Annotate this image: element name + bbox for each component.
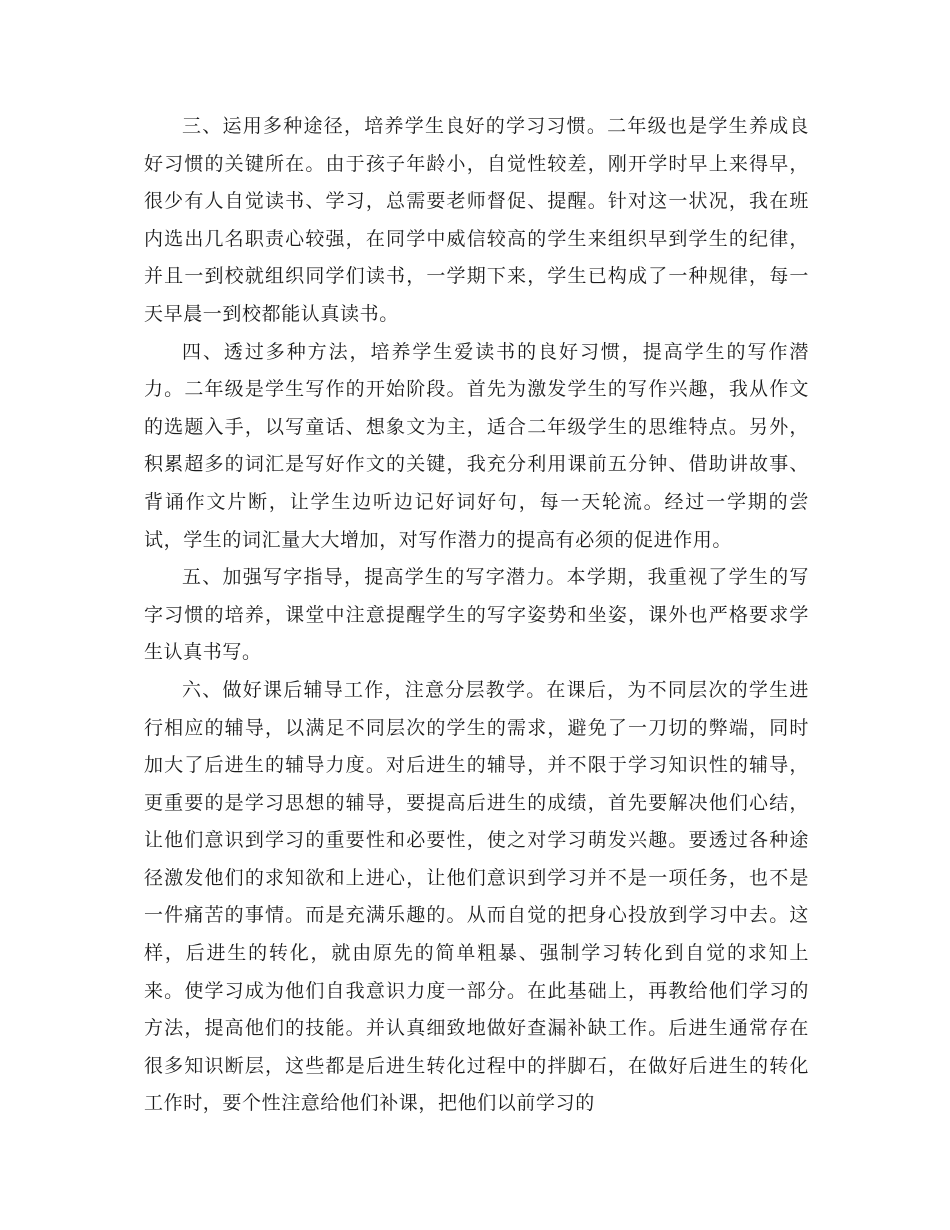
paragraph-reading-writing: 四、透过多种方法，培养学生爱读书的良好习惯，提高学生的写作潜力。二年级是学生写作的开始阶段。首先为激发学生的写作兴趣，我从作文的选题入手，以写童话、想象文为主，适合二年级学生的思维特点。另外，积累超多的词汇是写好作文的关键，我充分利用课前五分钟、借助讲故事、背诵作文片断，让学生边听边记好词好句，每一天轮流。经过一学期的尝试，学生的词汇量大大增加，对写作潜力的提高有必须的促进作用。	[144, 340, 809, 551]
paragraph-habits: 三、运用多种途径，培养学生良好的学习习惯。二年级也是学生养成良好习惯的关键所在。由于孩子年龄小，自觉性较差，刚开学时早上来得早，很少有人自觉读书、学习，总需要老师督促、提醒。针对这一状况，我在班内选出几名职责心较强，在同学中威信较高的学生来组织早到学生的纪律，并且一到校就组织同学们读书，一学期下来，学生已构成了一种规律，每一天早晨一到校都能认真读书。	[144, 115, 809, 325]
paragraph-tutoring: 六、做好课后辅导工作，注意分层教学。在课后，为不同层次的学生进行相应的辅导，以满足不同层次的学生的需求，避免了一刀切的弊端，同时加大了后进生的辅导力度。对后进生的辅导，并不限于学习知识性的辅导，更重要的是学习思想的辅导，要提高后进生的成绩，首先要解决他们心结，让他们意识到学习的重要性和必要性，使之对学习萌发兴趣。要透过各种途径激发他们的求知欲和上进心，让他们意识到学习并不是一项任务，也不是一件痛苦的事情。而是充满乐趣的。从而自觉的把身心投放到学习中去。这样，后进生的转化，就由原先的简单粗暴、强制学习转化到自觉的求知上来。使学习成为他们自我意识力度一部分。在此基础上，再教给他们学习的方法，提高他们的技能。并认真细致地做好查漏补缺工作。后进生通常存在很多知识断层，这些都是后进生转化过程中的拌脚石，在做好后进生的转化工作时，要个性注意给他们补课，把他们以前学习的	[144, 678, 809, 1115]
document-body	[144, 108, 809, 1123]
paragraph-handwriting: 五、加强写字指导，提高学生的写字潜力。本学期，我重视了学生的写字习惯的培养，课堂中注意提醒学生的写字姿势和坐姿，课外也严格要求学生认真书写。	[144, 566, 809, 664]
